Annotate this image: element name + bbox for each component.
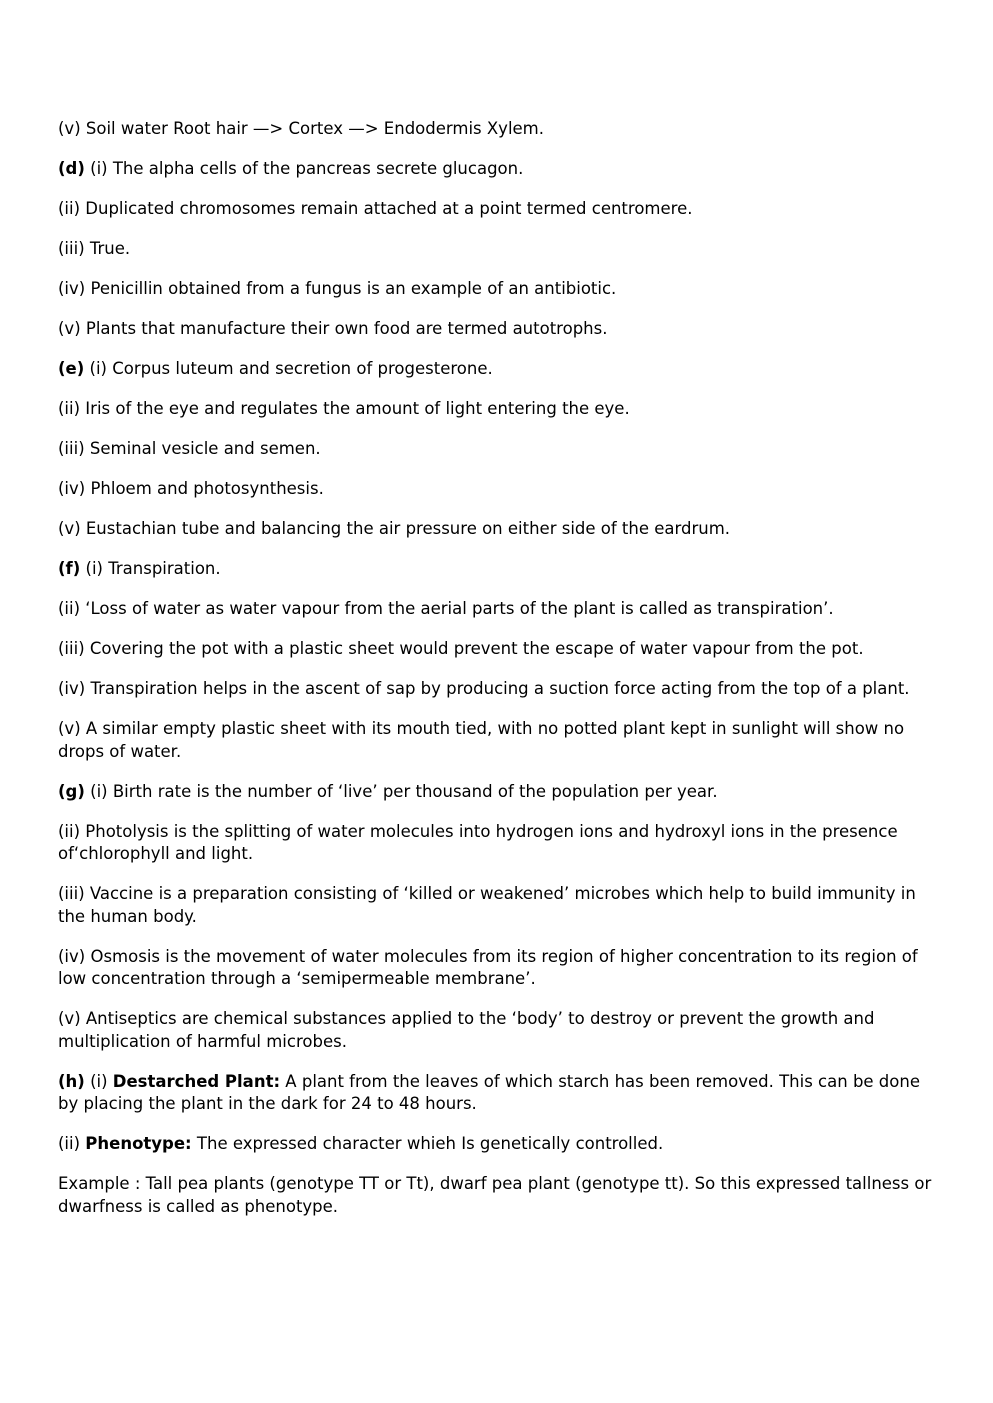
answer-line <box>58 718 938 763</box>
answer-text: (ii) Duplicated chromosomes remain attached at a point termed centromere. <box>58 199 693 218</box>
answer-text: (iv) Transpiration helps in the ascent of sap by producing a suction force acting from the top of a plant. <box>58 679 910 698</box>
section-label: (g) <box>58 781 85 801</box>
section-label: (h) <box>58 1071 85 1091</box>
answer-line <box>58 821 938 866</box>
answer-text: (ii) Iris of the eye and regulates the amount of light entering the eye. <box>58 399 630 418</box>
section-label: (f) <box>58 559 81 578</box>
answer-line <box>58 946 938 991</box>
answer-line <box>58 358 938 381</box>
answer-h-2 <box>58 1133 938 1156</box>
answer-line <box>58 678 938 701</box>
answer-text: (v) Antiseptics are chemical substances applied to the ‘body’ to destroy or prevent the growth and multiplication of harmful microbes. <box>58 1009 875 1051</box>
section-label: (d) <box>58 159 85 178</box>
answer-line <box>58 278 938 301</box>
item-prefix: (i) <box>84 1071 113 1091</box>
answer-line <box>58 638 938 661</box>
term-phenotype: Phenotype: <box>85 1134 192 1153</box>
item-prefix: (ii) <box>58 1134 86 1153</box>
answer-line <box>58 318 938 341</box>
answer-h-1 <box>58 1071 938 1116</box>
answer-text: (v) A similar empty plastic sheet with its mouth tied, with no potted plant kept in sunlight will show no drops of water. <box>58 719 905 761</box>
answer-line <box>58 118 938 141</box>
answer-text: (v) Soil water Root hair —> Cortex —> Endodermis Xylem. <box>58 119 545 138</box>
answer-text: (i) Transpiration. <box>80 559 221 578</box>
answer-text: (iii) Seminal vesicle and semen. <box>58 439 321 458</box>
answer-line <box>58 598 938 621</box>
definition-text: The expressed character whieh Is genetically controlled. <box>191 1134 664 1153</box>
answer-text: (iv) Osmosis is the movement of water molecules from its region of higher concentration to its region of low concentration through a ‘semipermeable membrane’. <box>58 946 918 988</box>
definition-text: A plant from the leaves of which starch has been removed. This can be done by placing the plant in the dark for 24 to 48 hours. <box>58 1071 920 1113</box>
answer-line <box>58 478 938 501</box>
answer-text: (iv) Penicillin obtained from a fungus is an example of an antibiotic. <box>58 279 617 298</box>
answer-line <box>58 883 938 928</box>
answer-line <box>58 518 938 541</box>
answer-line <box>58 781 938 804</box>
answer-line <box>58 238 938 261</box>
answer-text: (v) Eustachian tube and balancing the air pressure on either side of the eardrum. <box>58 519 731 538</box>
answer-text: (ii) Photolysis is the splitting of water molecules into hydrogen ions and hydroxyl ions in the presence of‘chlorophyll and light. <box>58 821 898 863</box>
answer-line <box>58 558 938 581</box>
answer-line <box>58 398 938 421</box>
example-paragraph: Example : Tall pea plants (genotype TT or Tt), dwarf pea plant (genotype tt). So this expressed tallness or dwarfness is called as phenotype. <box>58 1174 932 1216</box>
section-label: (e) <box>58 359 85 378</box>
document-page <box>58 118 938 1236</box>
answer-text: (ii) ‘Loss of water as water vapour from the aerial parts of the plant is called as transpiration’. <box>58 599 834 618</box>
answer-text: (iv) Phloem and photosynthesis. <box>58 479 324 498</box>
answer-text: (v) Plants that manufacture their own food are termed autotrophs. <box>58 319 608 338</box>
answer-text: (iii) Covering the pot with a plastic sheet would prevent the escape of water vapour from the pot. <box>58 639 864 658</box>
answer-text: (iii) Vaccine is a preparation consisting of ‘killed or weakened’ microbes which help to build immunity in the human body. <box>58 884 916 926</box>
answer-text: (i) The alpha cells of the pancreas secrete glucagon. <box>84 159 524 178</box>
answer-line <box>58 198 938 221</box>
term-destarched-plant: Destarched Plant: <box>112 1071 281 1091</box>
answer-line <box>58 1008 938 1053</box>
answer-list <box>58 118 938 1053</box>
answer-text: (i) Birth rate is the number of ‘live’ per thousand of the population per year. <box>84 781 718 801</box>
answer-line <box>58 438 938 461</box>
answer-text: (iii) True. <box>58 239 131 258</box>
answer-text: (i) Corpus luteum and secretion of progesterone. <box>84 359 493 378</box>
answer-line <box>58 158 938 181</box>
